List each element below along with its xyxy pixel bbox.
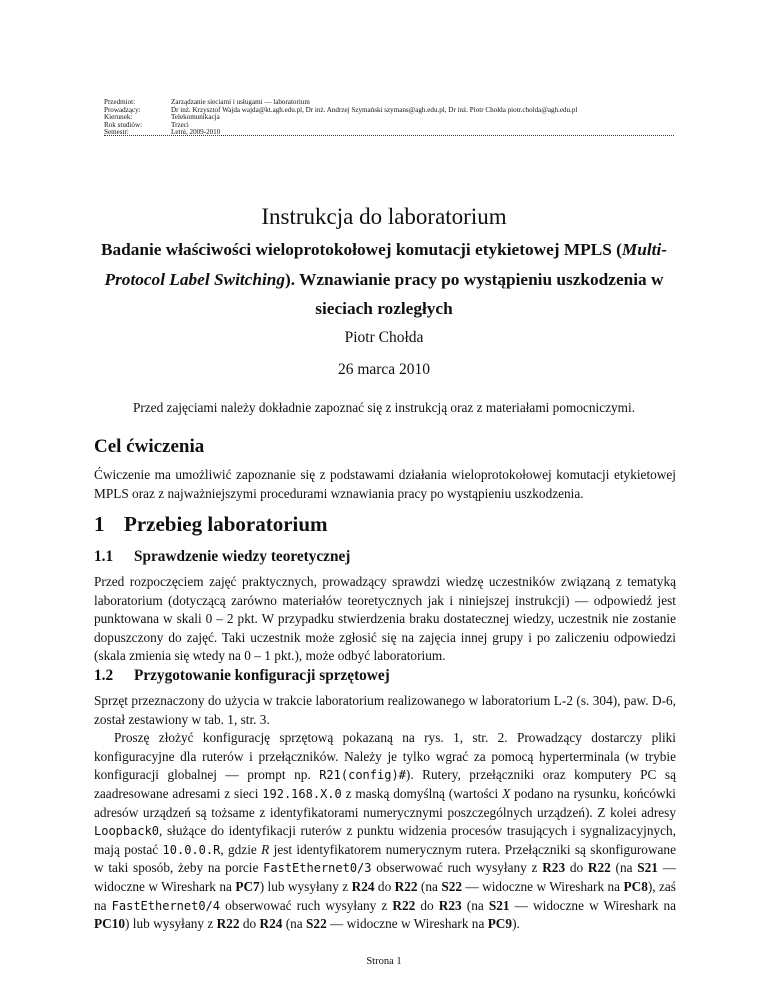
goal-paragraph bbox=[94, 466, 676, 503]
device-label: S21 bbox=[637, 860, 658, 876]
device-label: R22 bbox=[587, 860, 611, 876]
header-key: Rok studiów: bbox=[104, 120, 143, 129]
document-title: Instrukcja do laboratorium bbox=[261, 204, 507, 229]
section-number: 1.1 bbox=[94, 548, 114, 565]
heading-goal: Cel ćwiczenia bbox=[94, 436, 205, 457]
section-1-2-heading bbox=[94, 667, 390, 685]
section-title: Przebieg laboratorium bbox=[124, 512, 328, 536]
device-label: PC10 bbox=[94, 916, 126, 932]
section-1-2-p2: Proszę złożyć konfigurację sprzętową pokazaną na rys. 1, str. 2. Prowadzący dostarczy pliki konfiguracyjne dla ruterów i przełączników. Należy je tylko wgrać za pomocą hyperterminala (w trybie konfiguracji globalnej — prompt np. R21(config)#). Rutery, przełączniki oraz komputery PC są zaadresowane adresami z sieci 192.168.X.0 z maską domyślną (wartości X podano na rysunku, końcówki adresów urządzeń są tożsame z identyfikatorami numerycznymi poszczególnych urządzeń). Z kolei adresy Loopback0, służące do identyfikacji ruterów z punktu widzenia procesów trasujących i sygnalizacyjnych, mają postać 10.0.0.R, gdzie R jest identyfikatorem numerycznym rutera. Przełączniki są skonfigurowane w taki sposób, żeby na porcie FastEthernet0/3 obserwować ruch wysyłany z R23 do R22 (na S21 — widoczne w Wireshark na PC7) lub wysyłany z R24 do R22 (na S22 — widoczne w Wireshark na PC8), zaś na FastEthernet0/4 obserwować ruch wysyłany z R22 do R23 (na S21 — widoczne w Wireshark na PC10) lub wysyłany z R22 do R24 (na S22 — widoczne w Wireshark na PC9). bbox=[94, 730, 676, 932]
preparation-note: Przed zajęciami należy dokładnie zapoznać się z instrukcją oraz z materiałami pomocniczymi. bbox=[132, 400, 636, 415]
section-number: 1 bbox=[94, 512, 105, 536]
subtitle-part2: ). Wznawianie pracy po wystąpieniu uszkodzenia w sieciach rozległych bbox=[285, 269, 664, 318]
header-value: Dr inż. Krzysztof Wajda wajda@kt.agh.edu.pl, Dr inż. Andrzej Szymański szymans@agh.edu.pl, Dr inż. Piotr Chołda piotr.cholda@agh.edu.pl bbox=[171, 105, 578, 114]
header-key: Kierunek: bbox=[104, 113, 133, 122]
document-subtitle bbox=[94, 235, 674, 324]
section-1-2-p1: Sprzęt przeznaczony do użycia w trakcie laboratorium realizowanego w laboratorium L-2 (s. 304), paw. D-6, został zestawiony w tab. 1, str. 3. bbox=[94, 693, 676, 727]
section-title: Przygotowanie konfiguracji sprzętowej bbox=[134, 667, 390, 684]
device-label: R23 bbox=[438, 897, 462, 913]
inline-code: R21(config)# bbox=[319, 768, 406, 783]
device-label: PC8 bbox=[623, 878, 648, 894]
device-label: R24 bbox=[259, 916, 283, 932]
header-value: Trzeci bbox=[171, 120, 189, 129]
inline-variable: R bbox=[261, 841, 270, 857]
header-value: Telekomunikacja bbox=[171, 113, 220, 122]
inline-code: 10.0.0.R bbox=[162, 842, 221, 857]
header-value: Zarządzanie sieciami i usługami — laboratorium bbox=[171, 98, 310, 106]
section-1-1-heading bbox=[94, 548, 350, 566]
header-key: Semestr: bbox=[104, 128, 129, 137]
device-label: R24 bbox=[351, 878, 375, 894]
header-value: Letni, 2009-2010 bbox=[171, 128, 221, 137]
device-label: S21 bbox=[488, 897, 510, 913]
device-label: R22 bbox=[392, 897, 416, 913]
device-label: S22 bbox=[441, 878, 463, 894]
inline-code: Loopback0 bbox=[94, 824, 160, 839]
author: Piotr Chołda bbox=[344, 329, 424, 346]
device-label: PC7 bbox=[235, 878, 260, 894]
subtitle-italic: Multi-Protocol Label Switching bbox=[104, 240, 668, 289]
section-1-heading bbox=[94, 512, 328, 537]
inline-variable: X bbox=[502, 785, 511, 801]
section-title: Sprawdzenie wiedzy teoretycznej bbox=[134, 548, 351, 565]
page-number: Strona 1 bbox=[366, 956, 402, 967]
subtitle-part1: Badanie właściwości wieloprotokołowej komutacji etykietowej MPLS ( bbox=[100, 240, 622, 259]
date: 26 marca 2010 bbox=[337, 361, 431, 378]
device-label: S22 bbox=[306, 916, 327, 932]
header-divider bbox=[104, 135, 674, 136]
header-key: Przedmiot: bbox=[104, 98, 136, 106]
section-1-2-paragraphs bbox=[94, 692, 676, 934]
device-label: R22 bbox=[216, 916, 240, 932]
device-label: PC9 bbox=[487, 916, 513, 932]
section-number: 1.2 bbox=[94, 667, 114, 684]
goal-text: Ćwiczenie ma umożliwić zapoznanie się z podstawami działania wieloprotokołowej komutacji etykietowej MPLS oraz z najważniejszymi procedurami wznawiania pracy po wystąpieniu uszkodzenia. bbox=[94, 467, 676, 501]
section-1-1-paragraph bbox=[94, 573, 676, 666]
header-key: Prowadzący: bbox=[104, 105, 141, 114]
inline-code: FastEthernet0/3 bbox=[263, 861, 372, 876]
document-header bbox=[104, 99, 674, 137]
device-label: R23 bbox=[542, 860, 566, 876]
inline-code: FastEthernet0/4 bbox=[111, 898, 221, 913]
section-1-1-text: Przed rozpoczęciem zajęć praktycznych, prowadzący sprawdzi wiedzę uczestników związaną z tematyką laboratorium (dotyczącą zarówno materiałów teoretycznych jak i niniejszej instrukcji) — odpowiedź jest punktowana w skali 0 – 2 pkt. W przypadku stwierdzenia braku dostatecznej wiedzy, uczestnik nie zostanie dopuszczony do zajęć. Taki uczestnik może zgłosić się na zajęcia innej grupy i po zaliczeniu odpowiedzi (skala zmienia się wtedy na 0 – 1 pkt.), może odbyć laboratorium. bbox=[94, 574, 676, 664]
device-label: R22 bbox=[394, 878, 418, 894]
inline-code: 192.168.X.0 bbox=[262, 786, 342, 801]
header-table bbox=[104, 99, 577, 137]
